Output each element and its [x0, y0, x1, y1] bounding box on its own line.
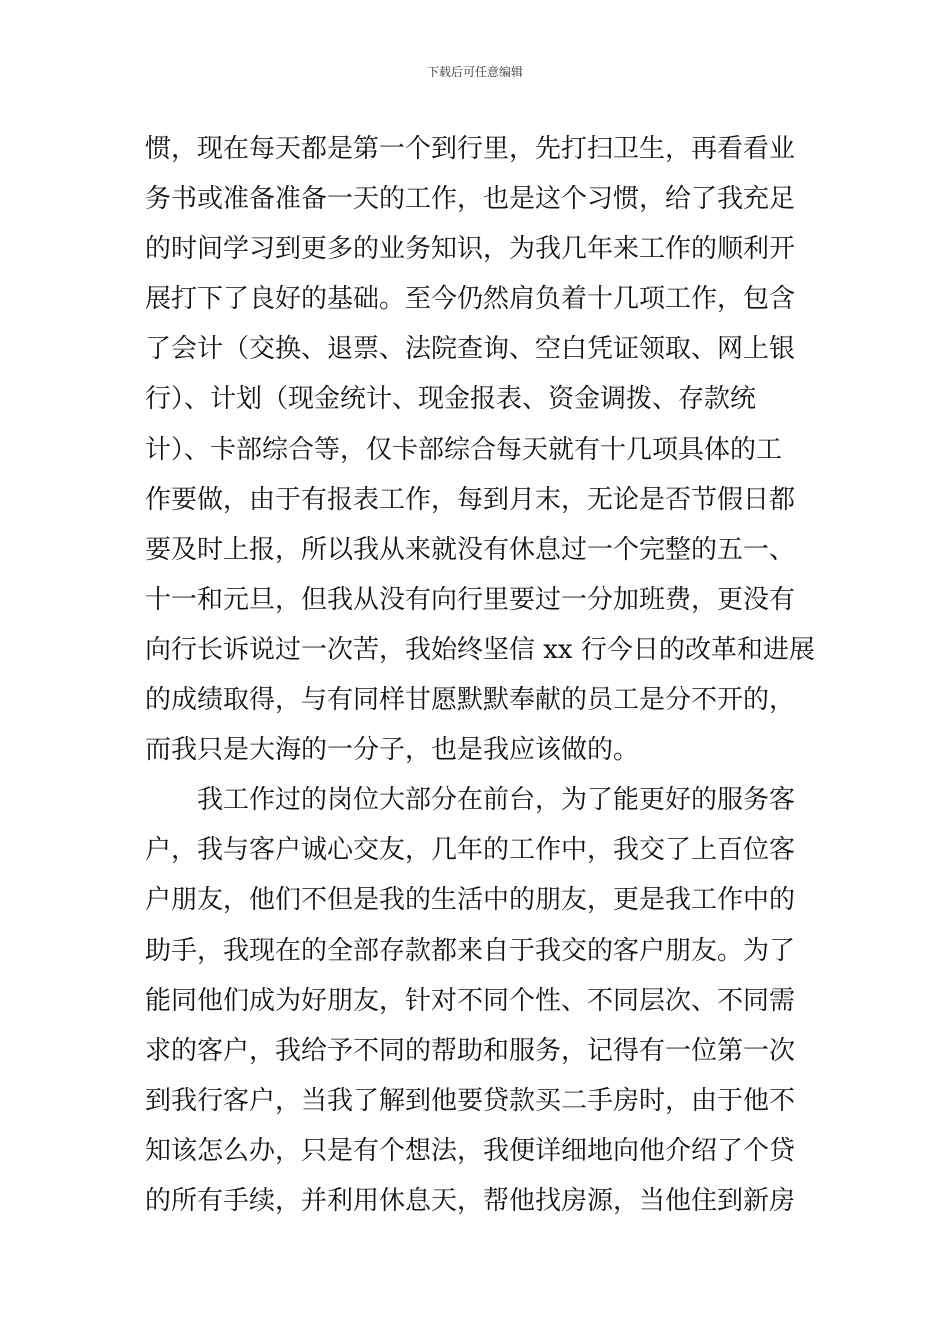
text-line: 户朋友，他们不但是我的生活中的朋友，更是我工作中的 — [145, 885, 796, 916]
text-line: 我工作过的岗位大部分在前台，为了能更好的服务客 — [145, 785, 796, 816]
text-line: 求的客户，我给予不同的帮助和服务，记得有一位第一次 — [145, 1035, 796, 1066]
text-line: 的时间学习到更多的业务知识，为我几年来工作的顺利开 — [145, 234, 796, 265]
text-line: 知该怎么办，只是有个想法，我便详细地向他介绍了个贷 — [145, 1135, 796, 1166]
text-line: 的所有手续，并利用休息天，帮他找房源，当他住到新房 — [145, 1185, 796, 1216]
body-text — [145, 124, 815, 1226]
text-line: 作要做，由于有报表工作，每到月末，无论是否节假日都 — [145, 484, 796, 515]
page-header: 下载后可任意编辑 — [426, 65, 523, 79]
text-line: 能同他们成为好朋友，针对不同个性、不同层次、不同需 — [145, 985, 796, 1016]
text-line: 务书或准备准备一天的工作，也是这个习惯，给了我充足 — [145, 184, 796, 215]
text-line: 十一和元旦，但我从没有向行里要过一分加班费，更没有 — [145, 584, 796, 615]
text-line: 向行长诉说过一次苦，我始终坚信 xx 行今日的改革和进展 — [145, 634, 815, 665]
text-line: 助手，我现在的全部存款都来自于我交的客户朋友。为了 — [145, 935, 796, 966]
text-line: 行）、计划（现金统计、现金报表、资金调拨、存款统 — [145, 384, 757, 415]
text-line: 户，我与客户诚心交友，几年的工作中，我交了上百位客 — [145, 835, 796, 866]
text-line: 展打下了良好的基础。至今仍然肩负着十几项工作，包含 — [145, 284, 796, 315]
text-line: 计）、卡部综合等，仅卡部综合每天就有十几项具体的工 — [145, 434, 783, 465]
text-line: 了会计（交换、退票、法院查询、空白凭证领取、网上银 — [145, 334, 796, 365]
text-line: 到我行客户，当我了解到他要贷款买二手房时，由于他不 — [145, 1085, 796, 1116]
text-line: 而我只是大海的一分子，也是我应该做的。 — [145, 735, 640, 766]
text-line: 要及时上报，所以我从来就没有休息过一个完整的五一、 — [145, 534, 796, 565]
text-line: 惯，现在每天都是第一个到行里，先打扫卫生，再看看业 — [145, 134, 796, 164]
text-line: 的成绩取得，与有同样甘愿默默奉献的员工是分不开的， — [145, 685, 796, 716]
